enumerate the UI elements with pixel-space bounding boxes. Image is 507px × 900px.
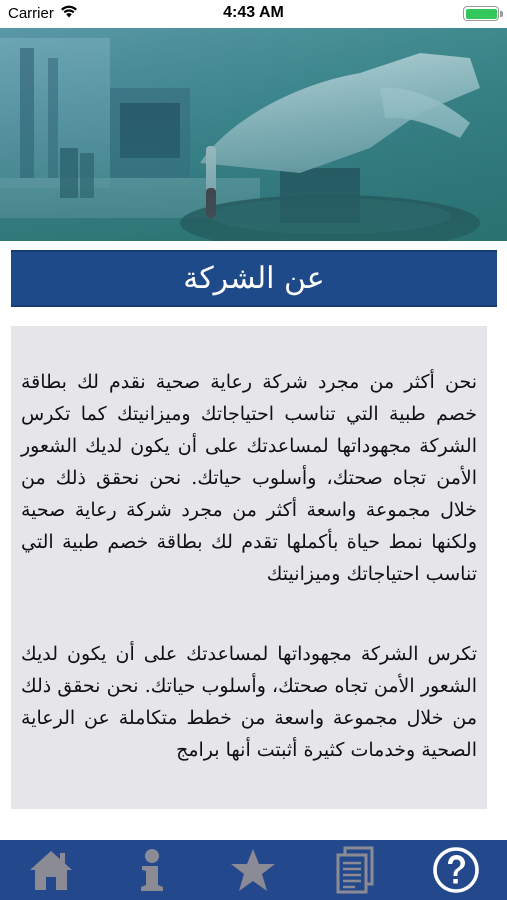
laboratory-photo — [0, 28, 507, 241]
page-title: عن الشركة — [183, 261, 325, 296]
tab-info[interactable] — [117, 840, 187, 900]
documents-icon — [335, 846, 375, 894]
tab-bar — [0, 840, 507, 900]
content-paragraph: نحن أكثر من مجرد شركة رعاية صحية نقدم لك بطاقة خصم طبية التي تناسب احتياجاتك وميزانيتك كما تكرس الشركة مجهوداتها لمساعدتك على أن يكون لديك الشعور الأمن تجاه صحتك، وأسلوب حياتك. نحن نحقق ذلك من خلال مجموعة واسعة أكثر من مجرد شركة رعاية صحية ولكنها نمط حياة بأكملها تقدم لك بطاقة خصم طبية التي تناسب احتياجاتك وميزانيتك — [21, 371, 477, 585]
star-icon — [229, 847, 277, 893]
battery-icon — [463, 6, 499, 21]
hero-image — [0, 28, 507, 241]
question-icon — [432, 846, 480, 894]
content-paragraph: تكرس الشركة مجهوداتها لمساعدتك على أن يكون لديك الشعور الأمن تجاه صحتك، وأسلوب حياتك. نحن نحقق ذلك من خلال مجموعة واسعة من خطط متكاملة عن الرعاية الصحية وخدمات كثيرة أثبتت أنها برامج — [21, 643, 477, 761]
title-banner — [11, 250, 497, 307]
tab-home[interactable] — [16, 840, 86, 900]
battery-level — [466, 9, 497, 19]
home-icon — [27, 848, 75, 892]
status-bar — [0, 0, 507, 28]
carrier-label: Carrier — [8, 5, 54, 22]
status-right — [463, 6, 499, 21]
about-content[interactable] — [11, 326, 487, 809]
tab-documents[interactable] — [320, 840, 390, 900]
status-time: 4:43 AM — [223, 4, 284, 21]
info-icon — [132, 847, 172, 893]
tab-favorites[interactable] — [218, 840, 288, 900]
tab-help[interactable] — [421, 840, 491, 900]
